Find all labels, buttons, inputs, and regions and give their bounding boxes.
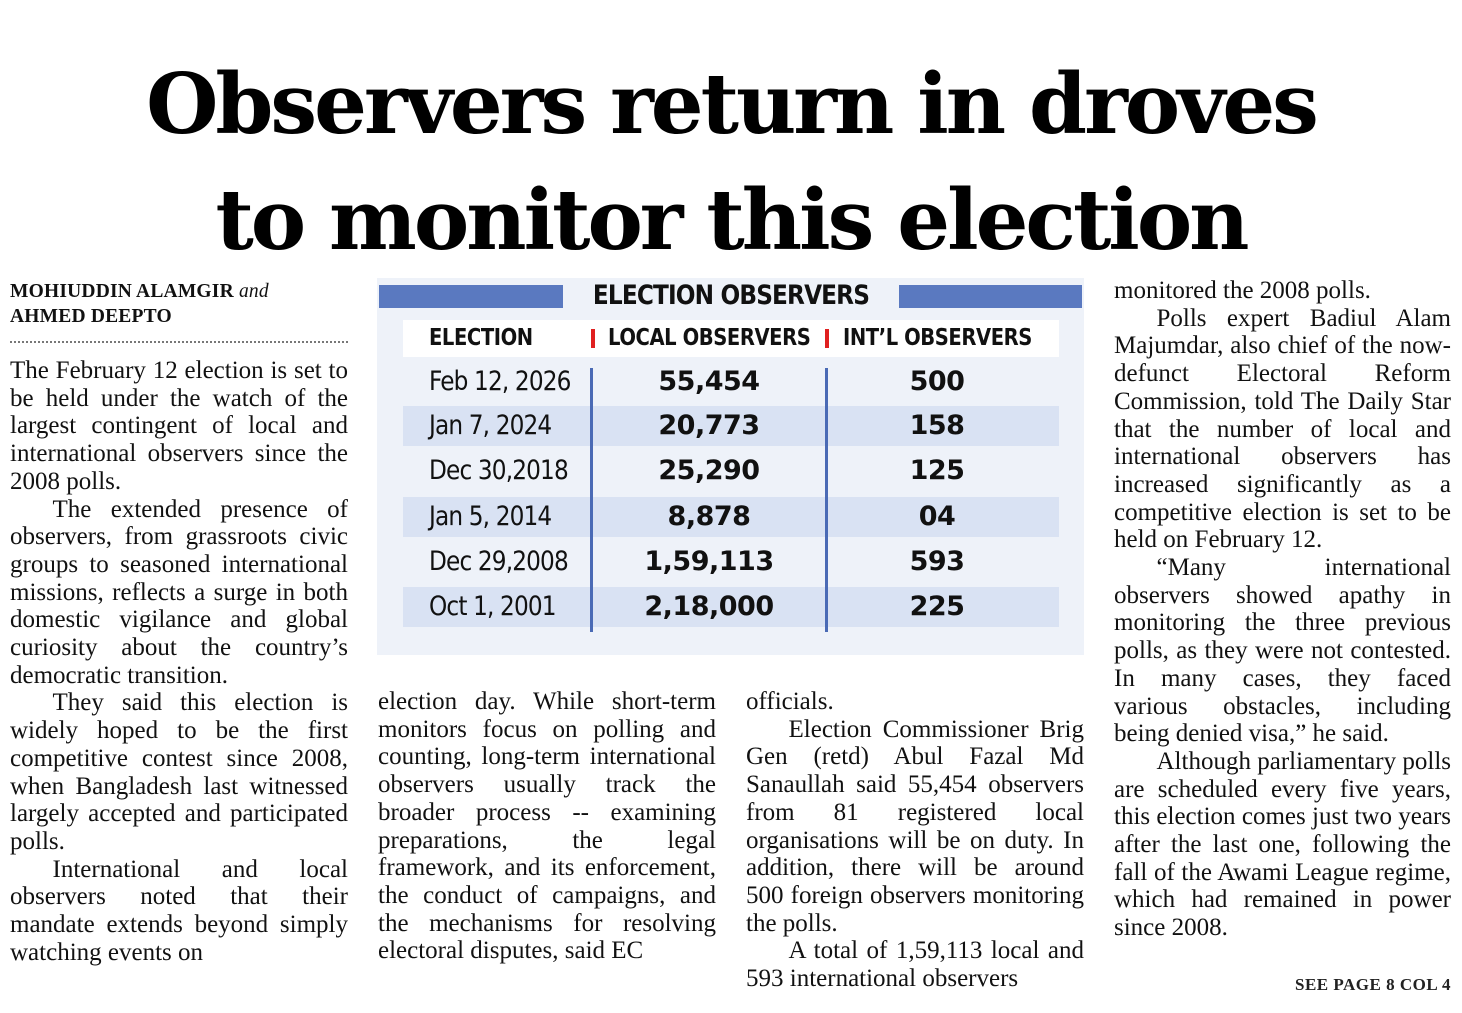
table-row [403, 406, 1059, 446]
cell-local: 8,878 [667, 501, 751, 532]
column-divider [825, 368, 828, 632]
article-column-4 [746, 688, 1084, 993]
cell-intl: 500 [909, 366, 965, 397]
cell-election: Feb 12, 2026 [429, 366, 571, 397]
byline-author-2: AHMED DEEPTO [10, 306, 172, 327]
cell-election: Jan 7, 2024 [429, 410, 552, 441]
title-bar-left [379, 285, 563, 308]
cell-intl: 225 [909, 591, 965, 622]
header-local-observers: LOCAL OBSERVERS [608, 325, 811, 351]
paragraph: International and local observers noted that their mandate extends beyond simply watching events on [10, 855, 348, 966]
header-separator [591, 329, 595, 348]
byline [10, 279, 348, 329]
paragraph: monitored the 2008 polls. [1114, 277, 1371, 304]
table-row [403, 451, 1059, 491]
table-header [403, 320, 1059, 357]
byline-conjunction: and [238, 281, 269, 302]
table-row [403, 542, 1059, 582]
election-observers-graphic [377, 278, 1084, 655]
header-election: ELECTION [429, 325, 533, 351]
paragraph: Although parliamentary polls are scheduled every five years, this election comes just two years after the last one, following the fall of the Awami League regime, which had remained in power since 2008. [1114, 747, 1451, 942]
paragraph: “Many international observers showed apathy in monitoring the three previous polls, as they were not contested. In many cases, they faced various obstacles, including being denied visa,” he said. [1114, 554, 1451, 748]
paragraph: The extended presence of observers, from grassroots civic groups to seasoned international missions, reflects a surge in both domestic vigilance and global curiosity about the country’s democratic transition. [10, 495, 348, 689]
article-column-3 [378, 688, 716, 965]
paragraph: Election Commissioner Brig Gen (retd) Abul Fazal Md Sanaullah said 55,454 observers from 81 registered local organisations will be on duty. In addition, there will be around 500 foreign observers monitoring the polls. [746, 715, 1084, 937]
paragraph: election day. While short-term monitors focus on polling and counting, long-term international observers usually track the broader process -- examining preparations, the legal framework, and its enforcement, the conduct of campaigns, and the mechanisms for resolving electoral disputes, said EC [378, 688, 716, 965]
paragraph: They said this election is widely hoped to be the first competitive contest since 2008, when Bangladesh last witnessed largely accepted and participated polls. [10, 689, 348, 855]
title-bar-right [899, 285, 1082, 308]
cell-intl: 158 [909, 410, 965, 441]
headline [0, 46, 1462, 278]
cell-local: 55,454 [658, 366, 760, 397]
cell-local: 20,773 [658, 410, 760, 441]
paragraph: officials. [746, 688, 834, 715]
cell-local: 2,18,000 [644, 591, 774, 622]
article-column-5 [1114, 277, 1451, 942]
header-separator [825, 329, 829, 348]
cell-intl: 593 [909, 546, 965, 577]
header-intl-observers: INT’L OBSERVERS [843, 325, 1032, 351]
cell-intl: 04 [918, 501, 956, 532]
table-row [403, 362, 1059, 402]
byline-divider [10, 341, 348, 343]
cell-election: Dec 29,2008 [429, 546, 568, 577]
byline-author-1: MOHIUDDIN ALAMGIR [10, 281, 234, 302]
paragraph: A total of 1,59,113 local and 593 international observers [746, 937, 1084, 993]
cell-intl: 125 [909, 455, 965, 486]
cell-election: Oct 1, 2001 [429, 591, 556, 622]
continuation-note: SEE PAGE 8 COL 4 [1295, 975, 1451, 994]
cell-election: Jan 5, 2014 [429, 501, 552, 532]
cell-election: Dec 30,2018 [429, 455, 568, 486]
headline-line-2: to monitor this election [215, 171, 1247, 269]
cell-local: 1,59,113 [644, 546, 774, 577]
headline-line-1: Observers return in droves [146, 55, 1316, 153]
table-row [403, 587, 1059, 627]
paragraph: Polls expert Badiul Alam Majumdar, also chief of the now-defunct Electoral Reform Commission, told The Daily Star that the number of local and international observers has increased significantly as a competitive election is set to be held on February 12. [1114, 304, 1451, 554]
paragraph: The February 12 election is set to be held under the watch of the largest contingent of local and international observers since the 2008 polls. [10, 357, 348, 495]
column-divider [590, 368, 593, 632]
cell-local: 25,290 [658, 455, 760, 486]
article-column-1 [10, 357, 348, 966]
table-row [403, 497, 1059, 537]
graphic-title: ELECTION OBSERVERS [592, 280, 870, 311]
